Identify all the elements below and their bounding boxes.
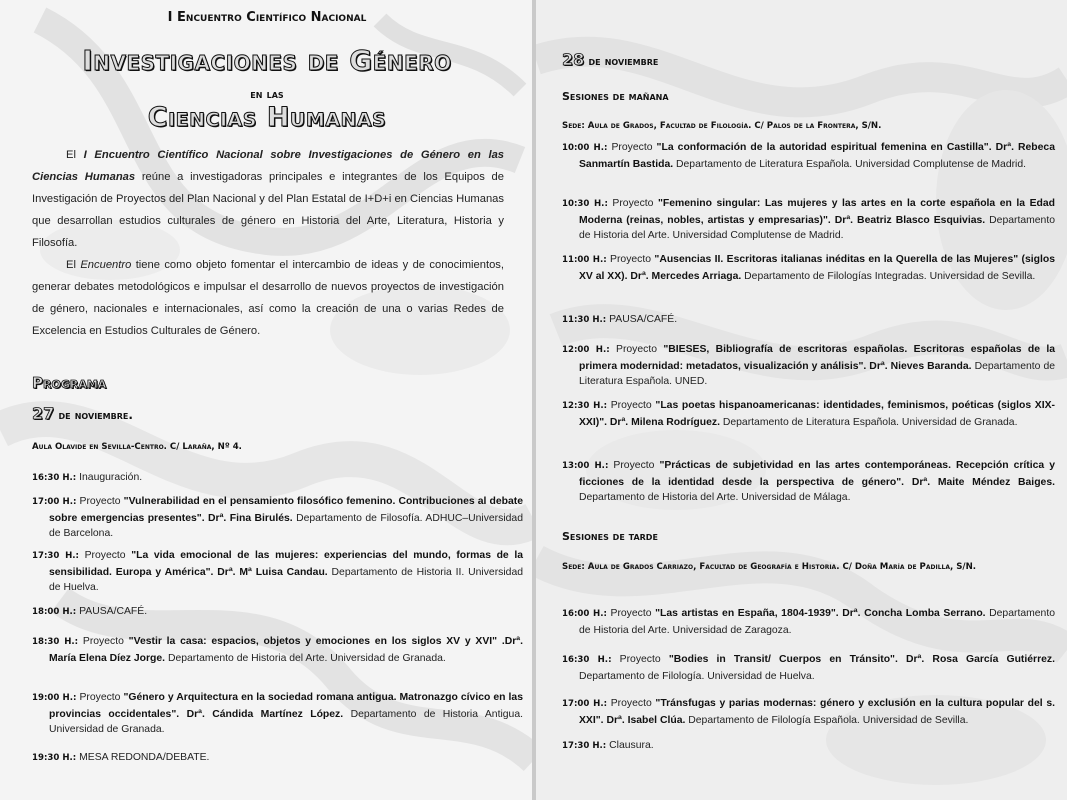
intro-1-bold: I Encuentro Científico Nacional sobre Investigaciones de Género en las Ciencias Humanas [32, 149, 505, 183]
morning-venue: Sede: Aula de Grados, Facultad de Filología. C/ Palos de la Frontera, S/N. [562, 121, 882, 131]
program-item-affiliation: Departamento de Filologías Integradas. Universidad de Sevilla. [744, 270, 1036, 282]
intro-1-rest: reúne a investigadoras principales e integrantes de los Equipos de Investigación de Proyectos del Plan Nacional y del Plan Estatal de I+D+i en Ciencias Humanas que desarrollan estudios culturales de género en Historia del Arte, Literatura, Historia y Filosofía. [32, 171, 504, 249]
program-item-time: 18:30 H.: [32, 637, 79, 647]
program-item-affiliation: Departamento de Filología Española. Universidad de Sevilla. [688, 714, 969, 726]
afternoon-venue: Sede: Aula de Grados Carriazo, Facultad de Geografía e Historia. C/ Doña María de Padilla, S/N. [562, 562, 977, 572]
program-item [562, 312, 1055, 329]
program-item-prefix: Proyecto [607, 142, 657, 153]
program-item-prefix: Proyecto [76, 496, 124, 507]
program-item-title: "Vulnerabilidad en el pensamiento filosófico femenino. Contribuciones al debate sobre emergencias presentes". Drª. Fina Birulés. [49, 496, 523, 524]
program-item-time: 13:00 H.: [562, 461, 609, 471]
program-item [32, 750, 523, 767]
program-item [562, 738, 1055, 755]
day-27-venue: Aula Olavide en Sevilla-Centro. C/ Laraña, Nº 4. [32, 442, 242, 452]
program-item-time: 17:30 H.: [32, 551, 79, 561]
day-28-heading [562, 50, 658, 69]
program-item [562, 196, 1055, 244]
afternoon-heading: Sesiones de tarde [562, 530, 658, 543]
title-line-1: Investigaciones de Género [82, 44, 452, 77]
program-item-title: "Tránsfugas y parias modernas: género y exclusión en la cultura popular del s. XXI". Drª. Isabel Clúa. [579, 698, 1056, 726]
program-item-title: "La vida emocional de las mujeres: experiencias del mundo, formas de la sensibilidad. Europa y América". Drª. Mª Luisa Candau. [49, 550, 523, 578]
program-item-title: "Las artistas en España, 1804-1939". Drª. Concha Lomba Serrano. [655, 608, 986, 619]
program-item-prefix: MESA REDONDA/DEBATE. [76, 752, 210, 763]
program-item [32, 634, 523, 666]
program-item [562, 140, 1055, 172]
program-item-time: 12:00 H.: [562, 345, 610, 355]
program-item-affiliation: Departamento de Filosofía. ADHUC–Universidad de Barcelona. [49, 512, 523, 539]
program-item-affiliation: Departamento de Historia del Arte. Universidad de Zaragoza. [579, 608, 1055, 636]
program-item-prefix: Proyecto [609, 344, 664, 355]
event-label [0, 10, 534, 25]
program-item-prefix: PAUSA/CAFÉ. [606, 314, 678, 325]
day-28-number: 28 [562, 50, 585, 69]
program-item-time: 16:00 H.: [562, 609, 607, 619]
day-27-number: 27 [32, 404, 55, 423]
day-27-heading [32, 404, 133, 423]
program-item-affiliation: Departamento de Historia Antigua. Universidad de Granada. [49, 708, 523, 735]
program-item-title: "Femenino singular: Las mujeres y las artes en la corte española en la Edad Moderna (reinas, nobles, artistas y empresarias)". Drª. Beatriz Blasco Esquivias. [579, 198, 1055, 226]
program-item-prefix: Proyecto [608, 460, 660, 471]
intro-2-lead: El [66, 259, 81, 271]
program-item [562, 652, 1055, 684]
program-item [562, 606, 1055, 638]
intro-1-lead: El [66, 149, 84, 161]
program-item-time: 10:30 H.: [562, 199, 608, 209]
program-item-time: 12:30 H.: [562, 401, 608, 411]
program-item-time: 16:30 H.: [562, 655, 612, 665]
program-item-affiliation: Departamento de Historia del Arte. Universidad Complutense de Madrid. [579, 214, 1056, 241]
program-item [32, 494, 523, 542]
program-item [562, 458, 1055, 506]
program-item-affiliation: Departamento de Filología. Universidad de Huelva. [579, 670, 815, 682]
program-item-affiliation: Departamento de Literatura Española. Universidad de Granada. [722, 416, 1018, 428]
intro-2-rest: tiene como objeto fomentar el intercambio de ideas y de conocimientos, generar debates metodológicos e impulsar el desarrollo de nuevos proyectos de investigación de género, nacionales e internacionales, así como la creación de una o varias Redes de Excelencia en Estudios Culturales de Género. [32, 259, 504, 337]
program-item [562, 398, 1055, 430]
program-item-prefix: Proyecto [607, 698, 656, 709]
program-item-affiliation: Departamento de Historia II. Universidad de Huelva. [49, 566, 524, 593]
intro-2-italic: Encuentro [80, 259, 132, 271]
program-item-title: "Bodies in Transit/ Cuerpos en Tránsito". Drª. Rosa García Gutiérrez. [668, 654, 1055, 665]
program-item-prefix: Proyecto [607, 198, 658, 209]
program-item-time: 17:30 H.: [562, 741, 607, 751]
program-item-prefix: PAUSA/CAFÉ. [76, 606, 148, 617]
program-item-time: 16:30 H.: [32, 473, 77, 483]
program-item-affiliation: Departamento de Literatura Española. UNED. [579, 360, 1055, 387]
program-item-prefix: Proyecto [78, 636, 129, 647]
program-item-affiliation: Departamento de Historia del Arte. Universidad de Málaga. [579, 492, 851, 503]
program-item-time: 10:00 H.: [562, 143, 608, 153]
program-item-title: "La conformación de la autoridad espiritual femenina en Castilla". Drª. Rebeca Sanmartín Bastida. [579, 142, 1055, 170]
program-item-time: 11:30 H.: [562, 315, 607, 325]
program-item-prefix: Proyecto [606, 254, 655, 265]
title-line-3: Ciencias Humanas [147, 102, 387, 133]
program-item-prefix: Inauguración. [76, 472, 143, 483]
intro-paragraph-1 [32, 144, 504, 254]
day-27-text: de noviembre. [58, 408, 133, 422]
program-item-prefix: Proyecto [607, 400, 656, 411]
program-item-title: "Prácticas de subjetividad en las artes contemporáneas. Recepción crítica y ficciones de la identidad desde la perspectiva de género". Drª. Maite Méndez Baiges. [579, 460, 1055, 488]
program-item-prefix: Proyecto [78, 550, 132, 561]
program-item-time: 18:00 H.: [32, 607, 77, 617]
day-28-text: de noviembre [588, 54, 659, 68]
program-item-title: "Las poetas hispanoamericanas: identidades, feminismos, poéticas (siglos XIX-XXI)". Drª. Milena Rodríguez. [579, 400, 1055, 428]
program-item-title: "Vestir la casa: espacios, objetos y emociones en los siglos XV y XVI" .Drª. María Elena Díez Jorge. [49, 636, 524, 664]
program-item-time: 17:00 H.: [562, 699, 608, 709]
program-item-time: 11:00 H.: [562, 255, 607, 265]
intro-paragraph-2 [32, 254, 504, 342]
program-item-prefix: Proyecto [606, 608, 656, 619]
program-item [32, 690, 523, 738]
program-item-prefix: Clausura. [606, 740, 654, 751]
program-item-title: "Ausencias II. Escritoras italianas inéditas en la Querella de las Mujeres" (siglos XV al XX). Drª. Mercedes Arriaga. [579, 254, 1055, 282]
program-item-prefix: Proyecto [76, 692, 124, 703]
program-item-affiliation: Departamento de Historia del Arte. Universidad de Granada. [167, 652, 446, 664]
program-item [562, 252, 1055, 284]
program-item-title: "BIESES, Bibliografía de escritoras españolas. Escritoras españolas de la primera modernidad: metadatos, visualización y análisis". Drª. Nieves Baranda. [579, 344, 1056, 372]
title-line-2: en las [250, 87, 284, 101]
program-item [32, 604, 523, 621]
program-item-title: "Género y Arquitectura en la sociedad romana antigua. Matronazgo cívico en las provincias occidentales". Drª. Cándida Martínez López. [49, 692, 523, 720]
program-item [562, 342, 1055, 390]
event-label-text: I Encuentro Científico Nacional [167, 10, 367, 25]
programa-heading: Programa [32, 374, 107, 392]
right-content [536, 0, 1067, 800]
program-item-time: 19:30 H.: [32, 753, 77, 763]
program-item [562, 696, 1055, 728]
right-page [536, 0, 1067, 800]
program-item-prefix: Proyecto [611, 654, 669, 665]
program-item [32, 548, 523, 596]
morning-heading: Sesiones de mañana [562, 90, 669, 103]
program-item-time: 19:00 H.: [32, 693, 77, 703]
program-item-affiliation: Departamento de Literatura Española. Universidad Complutense de Madrid. [676, 158, 1027, 170]
program-item-time: 17:00 H.: [32, 497, 77, 507]
program-item [32, 470, 523, 487]
